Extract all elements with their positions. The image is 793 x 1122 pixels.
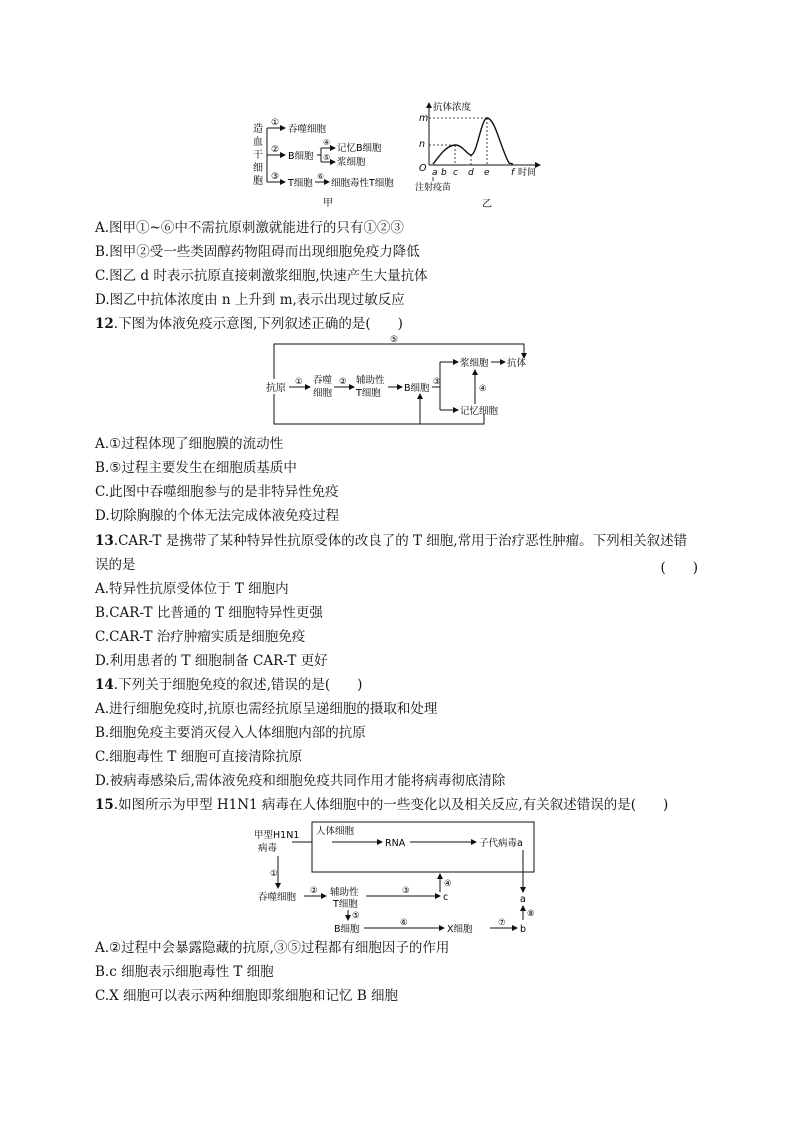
q15-a: a	[520, 894, 526, 905]
yi-tick-a: a	[432, 168, 438, 178]
figure-yi	[415, 97, 550, 212]
q15-bcell: B细胞	[334, 924, 360, 935]
q15-option-c: C.X 细胞可以表示两种细胞即浆细胞和记忆 B 细胞	[95, 988, 399, 1004]
yi-m: m	[419, 113, 429, 124]
q15-progeny: 子代病毒a	[479, 838, 523, 849]
yi-o: O	[419, 163, 427, 174]
yi-xlabel: 时间	[518, 168, 537, 178]
q15-stem	[95, 796, 668, 814]
q12-number: 12	[95, 316, 114, 332]
jia-left-4: 细	[253, 163, 263, 174]
jia-tunshi: 吞噬细胞	[288, 124, 327, 135]
q12-antigen: 抗原	[266, 383, 286, 394]
jia-n1: ①	[271, 118, 280, 128]
q12-option-d: D.切除胸腺的个体无法完成体液免疫过程	[95, 508, 340, 524]
jia-n3: ③	[271, 172, 280, 182]
q13-option-d: D.利用患者的 T 细胞制备 CAR-T 更好	[95, 653, 328, 669]
q13-paren: ( )	[660, 560, 698, 576]
yi-tick-f: f	[511, 168, 515, 178]
q13-stem-text: .CAR-T 是携带了某种特异性抗原受体的改良了的 T 细胞,常用于治疗恶性肿瘤。下列相关叙述错	[113, 533, 688, 549]
jia-left-3: 干	[253, 150, 263, 161]
q15-n5: ⑤	[352, 911, 360, 921]
yi-curve	[433, 118, 513, 164]
q15-option-b: B.c 细胞表示细胞毒性 T 细胞	[95, 964, 274, 980]
jia-tcell: T细胞	[288, 178, 313, 189]
q12-n1: ①	[295, 377, 303, 387]
q15-xcell: X细胞	[447, 924, 473, 935]
q14-option-a: A.进行细胞免疫时,抗原也需经抗原呈递细胞的摄取和处理	[95, 701, 438, 717]
q12-n4: ④	[479, 384, 487, 394]
jia-plasma: 浆细胞	[337, 157, 366, 168]
yi-tick-e: e	[484, 168, 490, 178]
q14-number: 14	[95, 677, 114, 693]
q13-number: 13	[95, 533, 114, 549]
q12-n3: ③	[433, 377, 441, 387]
q15-n3: ③	[402, 886, 410, 896]
q11-option-a: A.图甲①~⑥中不需抗原刺激就能进行的只有①②③	[95, 220, 404, 236]
q15-n8: ⑧	[527, 909, 535, 919]
jia-n6: ⑥	[317, 172, 325, 181]
yi-inject: 注射疫苗	[415, 183, 452, 193]
q12-option-b: B.⑤过程主要发生在细胞质基质中	[95, 460, 297, 476]
q15-b: b	[520, 924, 527, 935]
q14-stem	[95, 676, 362, 694]
jia-cytotoxic: 细胞毒性T细胞	[331, 178, 394, 189]
yi-tick-d: d	[468, 168, 474, 178]
q12-plasma: 浆细胞	[460, 358, 489, 369]
q12-n5: ⑤	[390, 335, 399, 345]
q15-stem-text: .如图所示为甲型 H1N1 病毒在人体细胞中的一些变化以及相关反应,有关叙述错误的是( )	[113, 797, 669, 813]
q13-option-c: C.CAR-T 治疗肿瘤实质是细胞免疫	[95, 629, 306, 645]
figure-jia	[245, 110, 415, 210]
figure-q12	[262, 334, 542, 430]
q12-option-c: C.此图中吞噬细胞参与的是非特异性免疫	[95, 484, 339, 500]
q12-antibody: 抗体	[507, 358, 527, 369]
q15-n2: ②	[310, 886, 318, 896]
q15-n4: ④	[444, 879, 452, 889]
q14-stem-text: .下列关于细胞免疫的叙述,错误的是( )	[113, 677, 363, 693]
q12-stem-text: .下图为体液免疫示意图,下列叙述正确的是( )	[113, 316, 403, 332]
jia-left-2: 血	[253, 137, 263, 148]
q15-tunshi: 吞噬细胞	[258, 892, 297, 903]
yi-caption: 乙	[482, 199, 492, 210]
q12-option-a: A.①过程体现了细胞膜的流动性	[95, 436, 284, 452]
q14-option-d: D.被病毒感染后,需体液免疫和细胞免疫共同作用才能将病毒彻底清除	[95, 773, 506, 789]
q12-helper-2: T细胞	[356, 388, 381, 399]
jia-left-1: 造	[253, 124, 263, 135]
yi-ylabel: 抗体浓度	[433, 102, 472, 113]
q12-helper-1: 辅助性	[356, 375, 385, 386]
q13-option-a: A.特异性抗原受体位于 T 细胞内	[95, 581, 289, 597]
jia-n5: ⑤	[323, 153, 331, 162]
q13-stem-2: 误的是	[95, 557, 136, 573]
q11-option-d: D.图乙中抗体浓度由 n 上升到 m,表示出现过敏反应	[95, 292, 405, 308]
jia-n2: ②	[271, 145, 280, 155]
jia-caption: 甲	[323, 198, 333, 209]
q14-option-b: B.细胞免疫主要消灭侵入人体细胞内部的抗原	[95, 725, 366, 741]
yi-tick-b: b	[441, 168, 447, 178]
q15-n7: ⑦	[498, 918, 506, 928]
yi-tick-c: c	[453, 168, 458, 178]
q15-n1: ①	[270, 869, 278, 879]
q13-stem-1	[95, 532, 687, 550]
q12-stem	[95, 315, 403, 333]
q12-memory: 记忆细胞	[460, 406, 499, 417]
q11-option-b: B.图甲②受一些类固醇药物阻碍而出现细胞免疫力降低	[95, 244, 420, 260]
q12-bcell: B细胞	[404, 383, 430, 394]
q11-option-c: C.图乙 d 时表示抗原直接刺激浆细胞,快速产生大量抗体	[95, 268, 428, 284]
q12-tunshi-1: 吞噬	[313, 375, 333, 386]
q15-virus-2: 病毒	[258, 843, 278, 854]
q12-n2: ②	[339, 377, 347, 387]
q12-tunshi-2: 细胞	[313, 388, 333, 399]
q14-option-c: C.细胞毒性 T 细胞可直接清除抗原	[95, 749, 303, 765]
q15-number: 15	[95, 797, 114, 813]
q15-n6: ⑥	[400, 918, 408, 928]
q13-option-b: B.CAR-T 比普通的 T 细胞特异性更强	[95, 605, 323, 621]
q15-human: 人体细胞	[316, 826, 355, 837]
q15-virus-1: 甲型H1N1	[254, 830, 300, 841]
q15-option-a: A.②过程中会暴露隐藏的抗原,③⑤过程都有细胞因子的作用	[95, 940, 450, 956]
q15-helper-2: T细胞	[333, 899, 358, 910]
jia-bcell: B细胞	[288, 151, 314, 162]
figure-q15	[252, 820, 542, 935]
yi-n: n	[419, 139, 426, 150]
jia-memory-b: 记忆B细胞	[337, 143, 382, 154]
jia-n4: ④	[323, 138, 331, 147]
jia-left-5: 胞	[253, 176, 263, 187]
q15-helper-1: 辅助性	[330, 887, 359, 898]
q15-c: c	[443, 892, 449, 903]
q15-rna: RNA	[385, 838, 406, 849]
